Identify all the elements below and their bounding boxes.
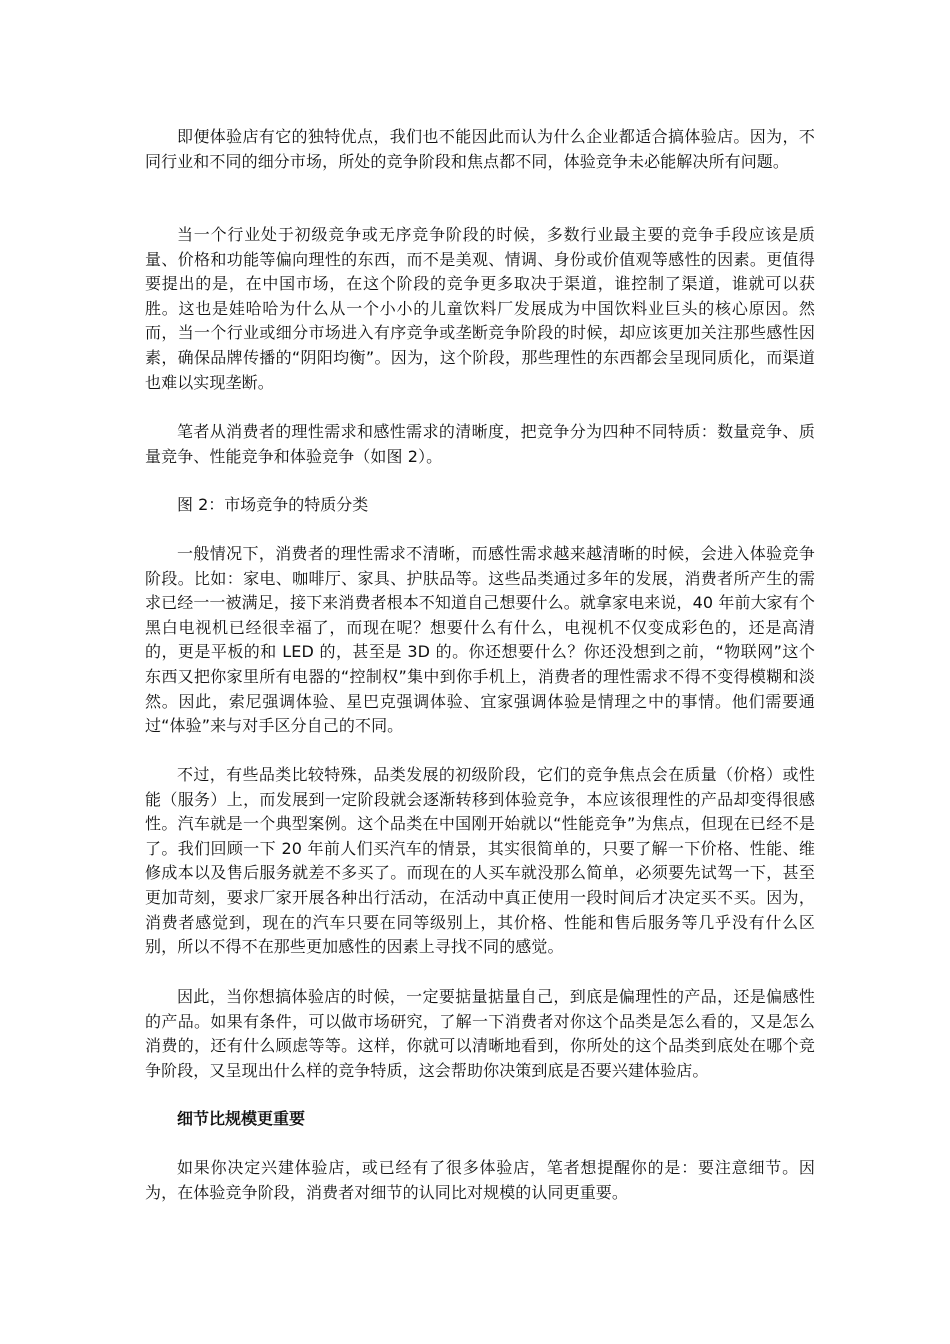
- paragraph-7: 如果你决定兴建体验店，或已经有了很多体验店，笔者想提醒你的是：要注意细节。因为，在体验竞争阶段，消费者对细节的认同比对规模的认同更重要。: [145, 1158, 815, 1202]
- paragraph-6: 因此，当你想搞体验店的时候，一定要掂量掂量自己，到底是偏理性的产品，还是偏感性的产品。如果有条件，可以做市场研究，了解一下消费者对你这个品类是怎么看的，又是怎么消费的，还有什么顾虑等等。这样，你就可以清晰地看到，你所处的这个品类到底处在哪个竞争阶段，又呈现出什么样的竞争特质，这会帮助你决策到底是否要兴建体验店。: [145, 987, 815, 1080]
- paragraph-2: 当一个行业处于初级竞争或无序竞争阶段的时候，多数行业最主要的竞争手段应该是质量、价格和功能等偏向理性的东西，而不是美观、情调、身份或价值观等感性的因素。更值得要提出的是，在中国市场，在这个阶段的竞争更多取决于渠道，谁控制了渠道，谁就可以获胜。这也是娃哈哈为什么从一个小小的儿童饮料厂发展成为中国饮料业巨头的核心原因。然而，当一个行业或细分市场进入有序竞争或垄断竞争阶段的时候，却应该更加关注那些感性因素，确保品牌传播的“阴阳均衡”。因为，这个阶段，那些理性的东西都会呈现同质化，而渠道也难以实现垄断。: [145, 225, 815, 392]
- figure-caption: 图 2：市场竞争的特质分类: [177, 495, 369, 514]
- paragraph-4: 一般情况下，消费者的理性需求不清晰，而感性需求越来越清晰的时候，会进入体验竞争阶段。比如：家电、咖啡厅、家具、护肤品等。这些品类通过多年的发展，消费者所产生的需求已经一一被满足，接下来消费者根本不知道自己想要什么。就拿家电来说，40 年前大家有个黑白电视机已经很幸福了，而现在呢？想要什么有什么，电视机不仅变成彩色的，还是高清的，更是平板的和 LED 的，甚至是 3D 的。你还想要什么？你还没想到之前，“物联网”这个东西又把你家里所有电器的“控制权”集中到你手机上，消费者的理性需求不得不变得模糊和淡然。因此，索尼强调体验、星巴克强调体验、宜家强调体验是情理之中的事情。他们需要通过“体验”来与对手区分自己的不同。: [145, 544, 815, 736]
- paragraph-5: 不过，有些品类比较特殊，品类发展的初级阶段，它们的竞争焦点会在质量（价格）或性能（服务）上，而发展到一定阶段就会逐渐转移到体验竞争，本应该很理性的产品却变得很感性。汽车就是一个典型案例。这个品类在中国刚开始就以“性能竞争”为焦点，但现在已经不是了。我们回顾一下 20 年前人们买汽车的情景，其实很简单的，只要了解一下价格、性能、维修成本以及售后服务就差不多买了。而现在的人买车就没那么简单，必须要先试驾一下，甚至更加苛刻，要求厂家开展各种出行活动，在活动中真正使用一段时间后才决定买不买。因为，消费者感觉到，现在的汽车只要在同等级别上，其价格、性能和售后服务等几乎没有什么区别，所以不得不在那些更加感性的因素上寻找不同的感觉。: [145, 765, 815, 957]
- paragraph-1: 即便体验店有它的独特优点，我们也不能因此而认为什么企业都适合搞体验店。因为，不同行业和不同的细分市场，所处的竞争阶段和焦点都不同，体验竞争未必能解决所有问题。: [145, 127, 815, 171]
- section-heading: 细节比规模更重要: [177, 1109, 306, 1128]
- paragraph-3: 笔者从消费者的理性需求和感性需求的清晰度，把竞争分为四种不同特质：数量竞争、质量竞争、性能竞争和体验竞争（如图 2）。: [145, 422, 815, 466]
